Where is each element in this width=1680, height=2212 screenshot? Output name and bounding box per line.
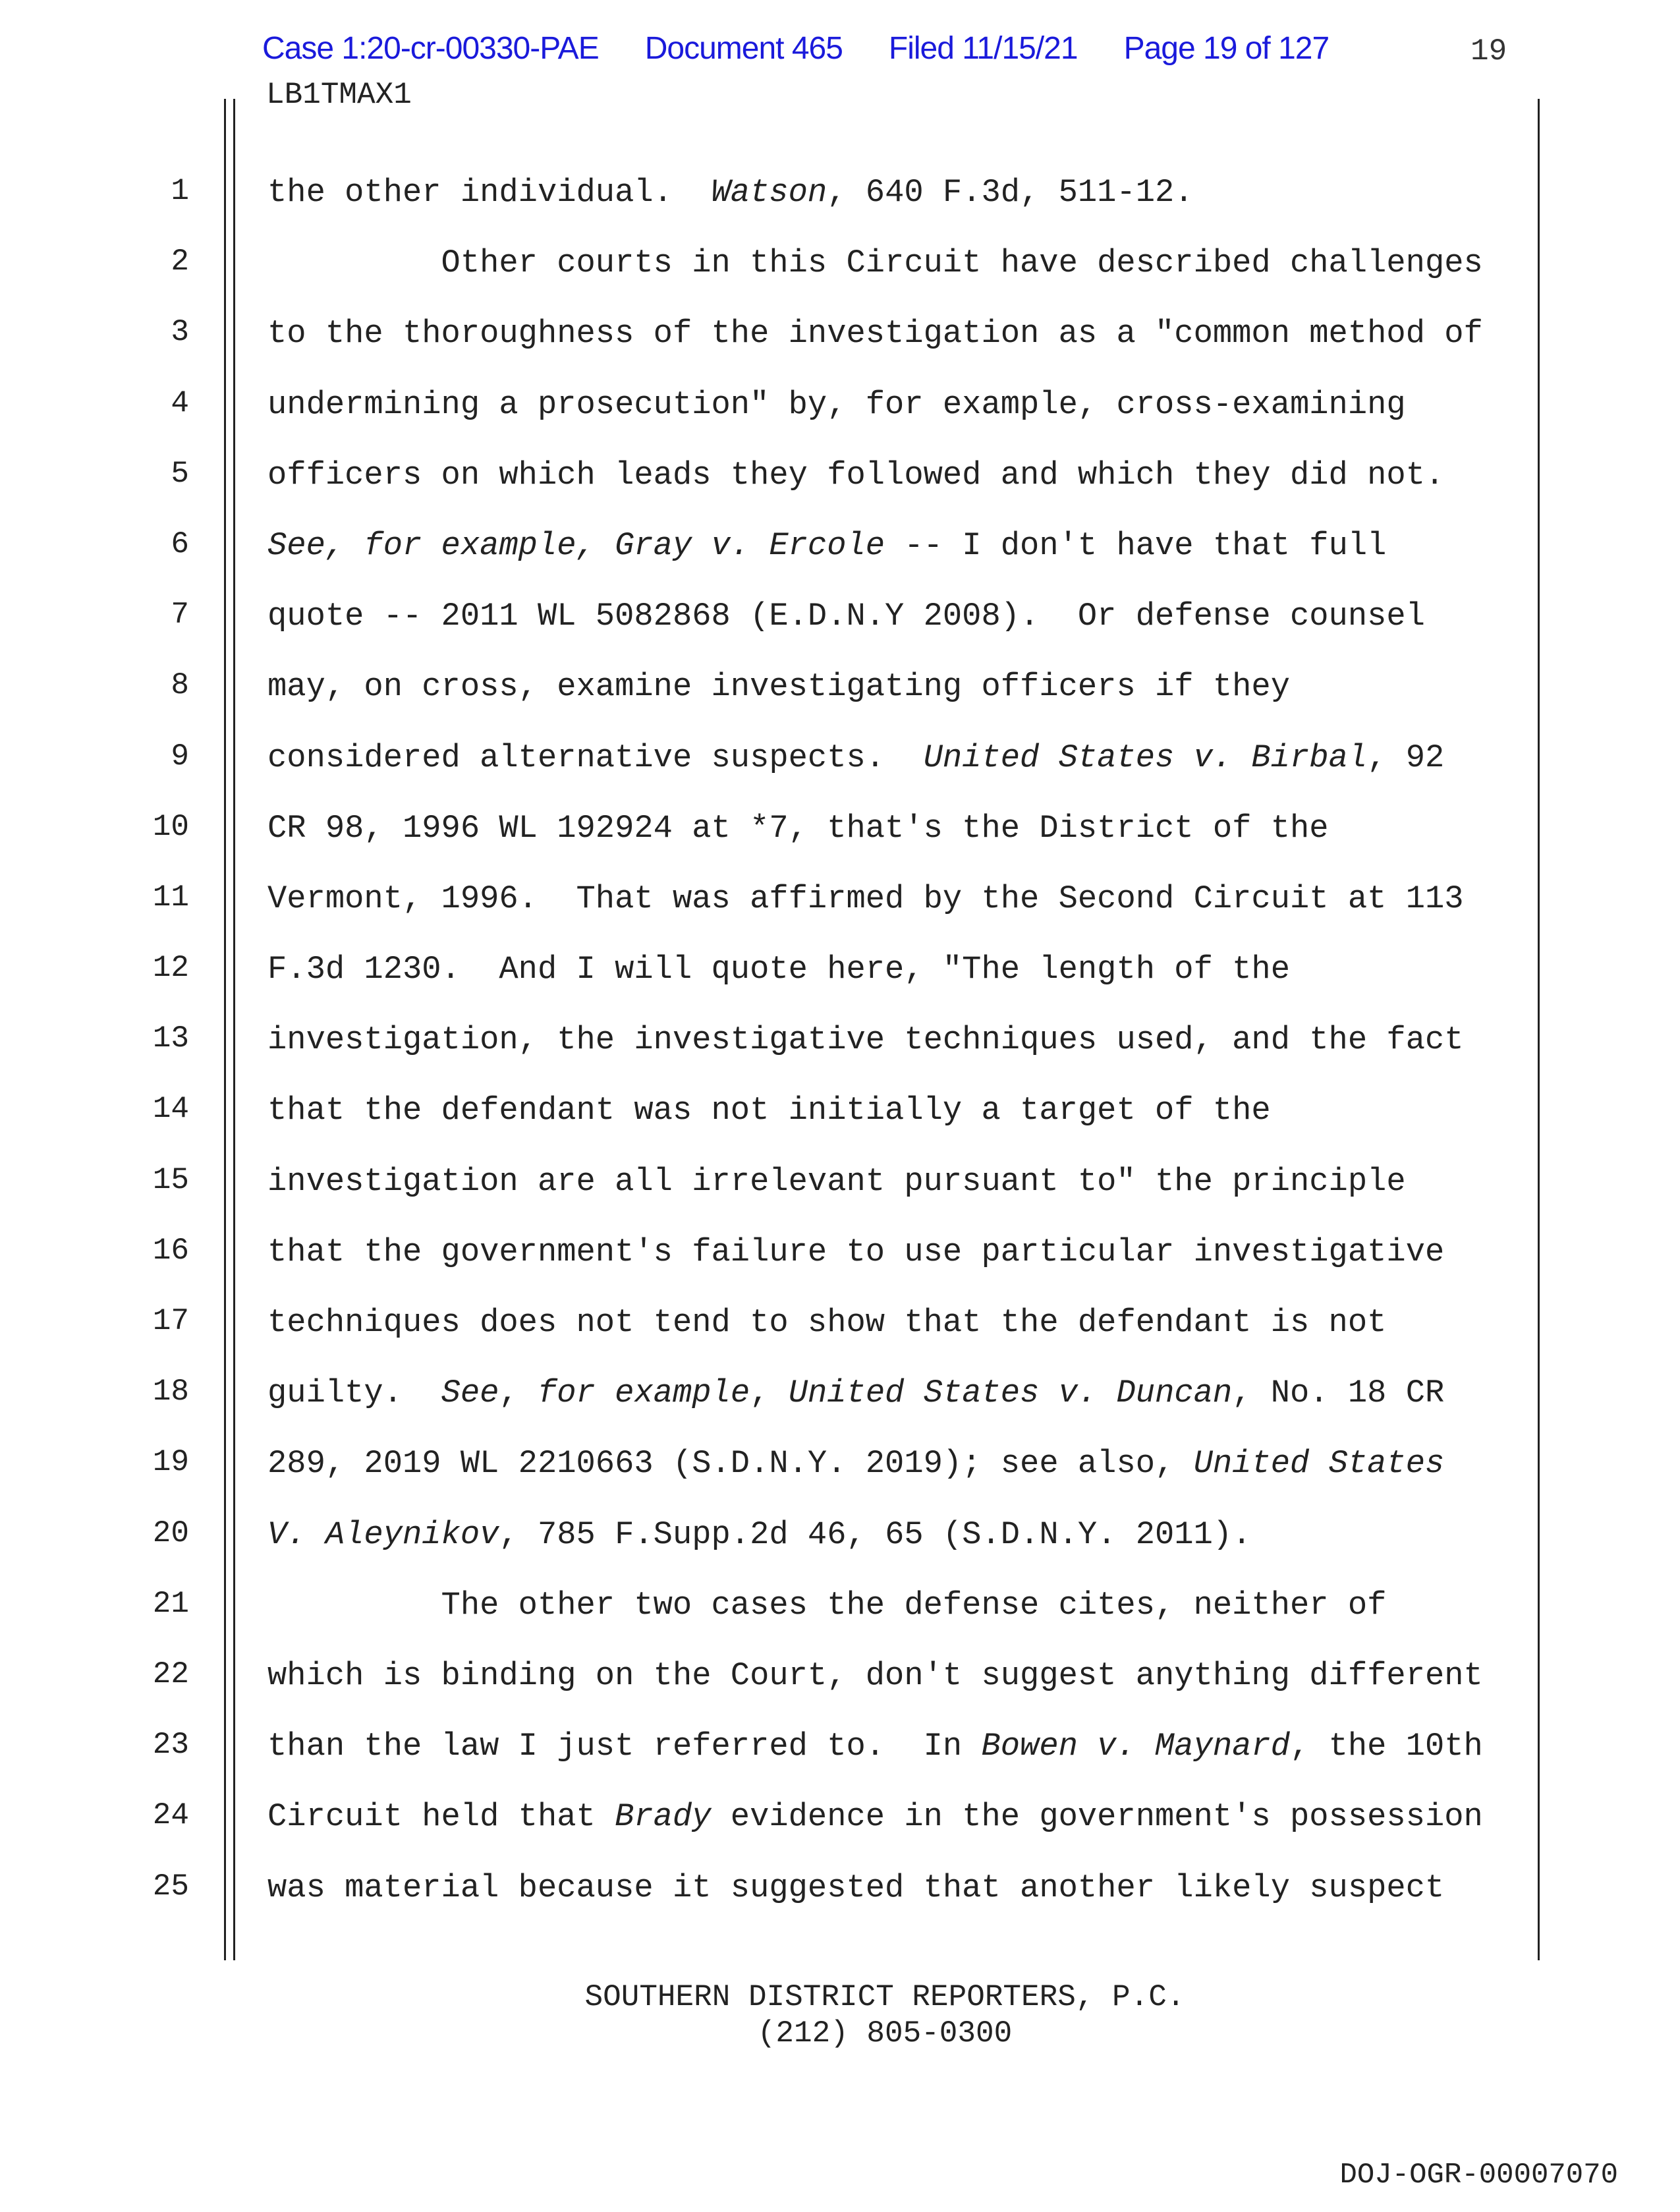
text-segment: undermining a prosecution" by, for example, cross-examining [267,385,1406,423]
line-number: 25 [152,1869,189,1904]
text-segment: , [750,1375,789,1412]
page-count: Page 19 of 127 [1123,31,1330,66]
line-number: 23 [152,1728,189,1763]
transcript-line [0,1004,1680,1074]
bates-number: DOJ-OGR-00007070 [1339,2159,1618,2192]
line-text [267,315,1483,352]
italic-citation: Brady [615,1798,712,1836]
line-number: 17 [152,1304,189,1338]
transcript-code: LB1TMAX1 [266,78,412,112]
transcript-body [0,156,1680,1922]
line-number: 24 [152,1798,189,1833]
text-segment: CR 98, 1996 WL 192924 at *7, that's the District of the [267,809,1329,847]
line-text [267,1234,1444,1270]
text-segment: may, on cross, examine investigating officers if they [267,668,1290,706]
line-number: 2 [171,244,189,279]
text-segment: was material because it suggested that another likely suspect [267,1869,1445,1906]
case-number: Case 1:20-cr-00330-PAE [262,31,599,66]
text-segment: , the 10th [1290,1728,1483,1765]
text-segment: officers on which leads they followed and which they did not. [267,456,1445,494]
line-number: 6 [171,526,189,561]
line-number: 16 [152,1233,189,1268]
line-number: 21 [152,1586,189,1621]
italic-citation: United States v. Duncan [788,1375,1233,1412]
line-text [267,951,1290,988]
line-text [267,1021,1464,1058]
text-segment: guilty. [267,1375,441,1412]
line-text [267,457,1444,494]
document-number: Document 465 [644,31,843,66]
transcript-line [0,1780,1680,1851]
text-segment: that the defendant was not initially a target of the [267,1092,1271,1129]
transcript-line [0,1710,1680,1780]
text-segment: , 785 F.Supp.2d 46, 65 (S.D.N.Y. 2011). [499,1516,1252,1553]
text-segment: techniques does not tend to show that the defendant is not [267,1304,1387,1341]
filed-date: Filed 11/15/21 [888,31,1078,66]
line-number: 14 [152,1092,189,1127]
line-text [267,810,1329,847]
line-number: 1 [171,174,189,208]
text-segment: Vermont, 1996. That was affirmed by the Second Circuit at 113 [267,880,1464,917]
text-segment: the other individual. [267,174,712,211]
text-segment: Circuit held that [267,1798,615,1836]
transcript-line [0,439,1680,509]
line-text [267,1304,1386,1341]
transcript-line [0,933,1680,1004]
line-text [267,1869,1444,1906]
line-text [267,1516,1251,1553]
transcript-line [0,1145,1680,1216]
line-number: 19 [152,1445,189,1480]
text-segment: quote -- 2011 WL 5082868 (E.D.N.Y 2008). Or defense counsel [267,598,1425,635]
text-segment: to the thoroughness of the investigation as a "common method of [267,315,1483,353]
line-number: 22 [152,1657,189,1691]
text-segment: , 640 F.3d, 511-12. [827,174,1194,211]
reporter-phone: (212) 805-0300 [757,2016,1013,2051]
transcript-line [0,1852,1680,1922]
transcript-page-number: 19 [1470,34,1507,69]
line-text [267,1587,1386,1624]
transcript-line [0,1569,1680,1639]
line-text [267,1375,1444,1411]
transcript-line [0,1286,1680,1357]
text-segment: investigation are all irrelevant pursuant to" the principle [267,1162,1406,1200]
transcript-line [0,227,1680,297]
italic-citation: See, for example, Gray v. Ercole [267,526,885,564]
transcript-line [0,1639,1680,1710]
line-text [267,1728,1483,1765]
transcript-line [0,863,1680,933]
text-segment: The other two cases the defense cites, neither of [441,1586,1387,1624]
line-text [267,174,1194,211]
reporter-name: SOUTHERN DISTRICT REPORTERS, P.C. [584,1980,1185,2014]
line-text [267,1092,1271,1129]
italic-citation: United States [1193,1445,1445,1483]
line-number: 10 [152,809,189,844]
transcript-line [0,580,1680,650]
italic-citation: Bowen v. Maynard [981,1728,1290,1765]
ecf-header [262,30,1375,67]
line-number: 8 [171,668,189,703]
line-text [267,527,1386,564]
transcript-line [0,1498,1680,1569]
transcript-line [0,650,1680,721]
text-segment: evidence in the government's possession [711,1798,1483,1836]
text-segment: F.3d 1230. And I will quote here, "The length of the [267,951,1290,988]
text-segment: Other courts in this Circuit have described challenges [441,244,1483,282]
text-segment: considered alternative suspects. [267,739,924,776]
italic-citation: for example [537,1375,750,1412]
line-text [267,1657,1483,1694]
line-number: 3 [171,315,189,350]
text-segment: , No. 18 CR [1232,1375,1445,1412]
transcript-line [0,368,1680,439]
line-number: 11 [152,880,189,915]
line-text [267,1163,1406,1200]
italic-citation: V. Aleynikov [267,1516,499,1553]
line-text [267,1445,1444,1482]
line-number: 20 [152,1516,189,1550]
line-number: 7 [171,598,189,633]
text-segment: , [499,1375,538,1412]
line-text [267,244,1483,281]
line-text [267,386,1406,423]
transcript-line [0,792,1680,863]
transcript-line [0,297,1680,368]
transcript-line [0,722,1680,792]
text-segment: -- I don't have that full [885,526,1387,564]
line-number: 18 [152,1375,189,1409]
text-segment: than the law I just referred to. In [267,1728,982,1765]
transcript-line [0,1074,1680,1145]
line-number: 15 [152,1162,189,1197]
text-segment: 289, 2019 WL 2210663 (S.D.N.Y. 2019); see also, [267,1445,1194,1483]
transcript-line [0,1216,1680,1286]
text-segment: which is binding on the Court, don't suggest anything different [267,1657,1483,1694]
italic-citation: United States v. Birbal [923,739,1368,776]
line-number: 12 [152,951,189,986]
line-number: 4 [171,385,189,420]
line-text [267,1798,1483,1835]
line-text [267,739,1444,776]
text-segment: that the government's failure to use particular investigative [267,1233,1445,1270]
transcript-line [0,1427,1680,1498]
line-text [267,668,1290,705]
line-text [267,598,1425,635]
transcript-line [0,1357,1680,1427]
line-text [267,880,1464,917]
transcript-line [0,509,1680,580]
italic-citation: See [441,1375,499,1412]
text-segment: , 92 [1367,739,1445,776]
line-number: 5 [171,456,189,491]
transcript-line [0,156,1680,227]
italic-citation: Watson [711,174,827,211]
text-segment: investigation, the investigative techniques used, and the fact [267,1021,1464,1059]
line-number: 13 [152,1021,189,1056]
line-number: 9 [171,739,189,774]
